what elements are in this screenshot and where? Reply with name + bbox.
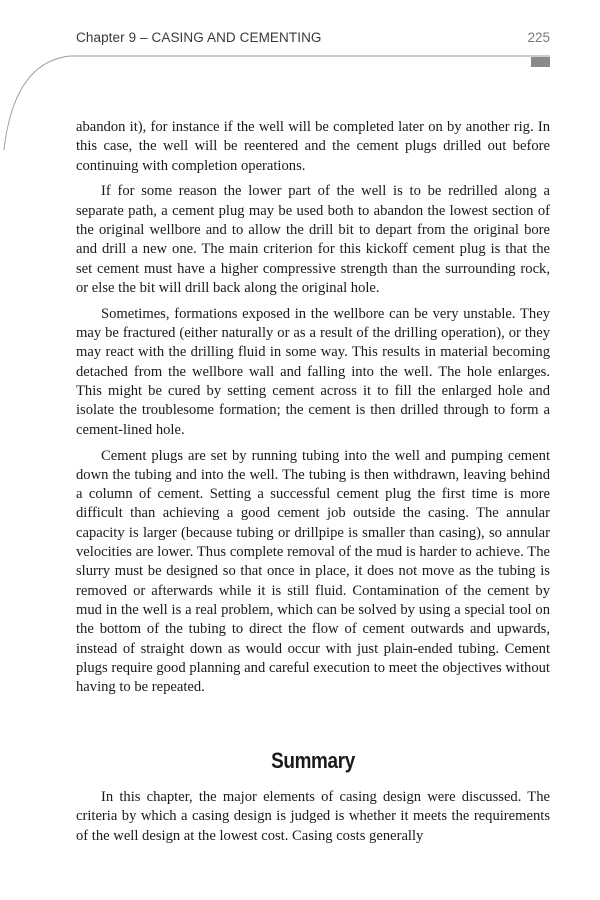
paragraph: In this chapter, the major elements of casing design were discussed. The criteria by which a casing design is judged is whether it meets the requirements of the well design at the lowest cost. Casing costs generally (76, 789, 550, 844)
paragraph: abandon it), for instance if the well will be completed later on by another rig. In this case, the well will be reentered and the cement plugs drilled out before continuing with completion operations. (76, 119, 550, 174)
running-header (76, 30, 550, 50)
section-heading-summary: Summary (271, 748, 355, 773)
page-number: 225 (527, 30, 550, 45)
summary-body (76, 788, 550, 846)
body-text (76, 118, 550, 704)
paragraph: Cement plugs are set by running tubing into the well and pumping cement down the tubing and into the well. The tubing is then withdrawn, leaving behind a column of cement. Setting a successful cement plug the first time is more difficult than achieving a good cement job outside the casing. The annular capacity is larger (because tubing or drillpipe is smaller than casing), so annular velocities are lower. Thus complete removal of the mud is harder to achieve. The slurry must be designed so that once in place, it does not move as the tubing is removed or afterwards while it is still fluid. Contamination of the cement by mud in the well is a real problem, which can be solved by using a special tool on the bottom of the tubing to direct the flow of cement outwards and upwards, instead of straight down as would occur with just plain-ended tubing. Cement plugs require good planning and careful execution to meet the objectives without having to be repeated. (76, 447, 550, 696)
corner-tab-block (531, 57, 550, 67)
paragraph: If for some reason the lower part of the well is to be redrilled along a separate path, a cement plug may be used both to abandon the lowest section of the original wellbore and to allow the drill bit to depart from the original bore and drill a new one. The main criterion for this kickoff cement plug is that the set cement must have a higher compressive strength than the surrounding rock, or else the bit will drill back along the original hole. (76, 183, 550, 296)
chapter-title: Chapter 9 – CASING AND CEMENTING (76, 30, 322, 45)
paragraph: Sometimes, formations exposed in the wellbore can be very unstable. They may be fractured (either naturally or as a result of the drilling operation), or they may react with the drilling fluid in some way. This results in material becoming detached from the wellbore wall and falling into the well. The hole enlarges. This might be cured by setting cement across it to fill the enlarged hole and isolate the troublesome formation; the cement is then drilled through to form a cement-lined hole. (76, 305, 550, 438)
